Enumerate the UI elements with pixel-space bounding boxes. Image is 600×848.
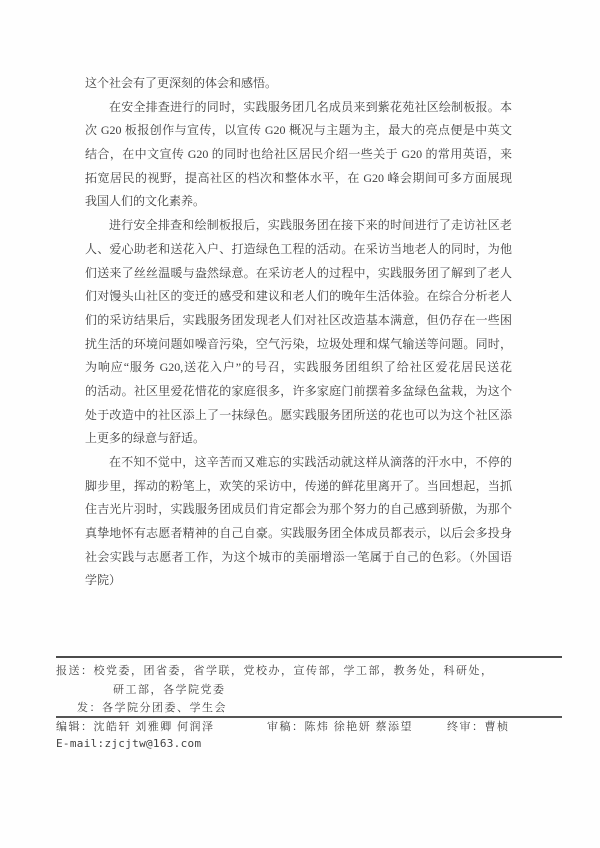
- final-reviewer-name: 曹桢: [484, 721, 510, 733]
- footer-report-continuation: [113, 683, 226, 697]
- body-line: 学院）: [85, 573, 122, 588]
- body-line: 处于改造中的社区添上了一抹绿色。愿实践服务团所送的花也可以为这个社区添: [85, 407, 512, 422]
- body-line: 住吉光片羽时，实践服务团成员们肯定都会为那个努力的自己感到骄傲，为那个: [85, 502, 512, 517]
- body-line: 的活动。社区里爱花惜花的家庭很多，许多家庭门前摆着多盆绿色盆栽，为这个: [85, 383, 512, 398]
- review-label: 审稿：: [267, 721, 305, 733]
- body-line: 社会实践与志愿者工作，为这个城市的美丽增添一笔属于自己的色彩。（外国语: [85, 549, 512, 564]
- body-line: 次 G20 板报创作与宣传，以宣传 G20 概况与主题为主，最大的亮点便是中英文: [85, 123, 512, 138]
- footer-distribute-line: [77, 701, 227, 715]
- footer-review-group: [267, 720, 413, 734]
- report-recipients-2: 研工部，各学院党委: [113, 684, 226, 696]
- body-line: 真挚地怀有志愿者精神的自己自豪。实践服务团全体成员都表示，以后会多投身: [85, 526, 512, 541]
- reviewer-names: 陈炜 徐艳妍 蔡添望: [304, 721, 413, 733]
- final-review-label: 终审：: [447, 721, 485, 733]
- body-line: 扰生活的环境问题如噪音污染，空气污染，垃圾处理和煤气输送等问题。同时，: [85, 336, 512, 351]
- body-line: 这个社会有了更深刻的体会和感悟。: [85, 76, 278, 90]
- report-label: 报送：: [56, 665, 94, 677]
- body-line: 拓宽居民的视野，提高社区的档次和整体水平，在 G20 峰会期间可多方面展现: [85, 170, 512, 185]
- editor-label: 编辑：: [56, 721, 94, 733]
- body-line: 在安全排查进行的同时，实践服务团几名成员来到紫花苑社区绘制板报。本: [109, 99, 512, 114]
- document-body: [85, 72, 512, 593]
- body-line: 们送来了丝丝温暖与盎然绿意。在采访老人的过程中，实践服务团了解到了老人: [85, 265, 512, 280]
- body-line: 进行安全排查和绘制板报后，实践服务团在接下来的时间进行了走访社区老: [109, 218, 512, 233]
- footer-mid-rule: [56, 716, 562, 718]
- report-recipients: 校党委，团省委，省学联，党校办，宣传部，学工部，教务处，科研处，: [93, 665, 494, 677]
- body-line: 们对馒头山社区的变迁的感受和建议和老人们的晚年生活体验。在综合分析老人: [85, 289, 512, 304]
- distribute-recipients: 各学院分团委、学生会: [102, 702, 227, 714]
- footer-final-group: [447, 720, 510, 734]
- editor-names: 沈皓轩 刘雅卿 何润泽: [93, 721, 215, 733]
- footer-report-line: [56, 664, 494, 678]
- footer-editors-group: [56, 720, 215, 734]
- body-line: 为响应“服务 G20,送花入户”的号召，实践服务团组织了给社区爱花居民送花: [85, 360, 512, 375]
- body-line: 们的采访结果后，实践服务团发现老人们对社区改造基本满意，但仍存在一些困: [85, 312, 512, 327]
- body-line: 在不知不觉中，这辛苦而又难忘的实践活动就这样从滴落的汗水中，不停的: [109, 455, 512, 469]
- footer-top-rule: [56, 656, 562, 658]
- body-line: 我国人们的文化素养。: [85, 194, 206, 209]
- email-text: E-mail:zjcjtw@163.com: [56, 737, 202, 750]
- body-line: 上更多的绿意与舒适。: [85, 431, 206, 446]
- distribute-label: 发：: [77, 702, 102, 714]
- body-line: 人、爱心助老和送花入户、打造绿色工程的活动。在采访当地老人的同时，为他: [85, 241, 512, 256]
- body-line: 脚步里，挥动的粉笔上，欢笑的采访中，传递的鲜花里离开了。当回想起，当抓: [85, 478, 512, 493]
- body-line: 结合，在中文宣传 G20 的同时也给社区居民介绍一些关于 G20 的常用英语，来: [85, 147, 512, 162]
- footer-email: [56, 737, 201, 751]
